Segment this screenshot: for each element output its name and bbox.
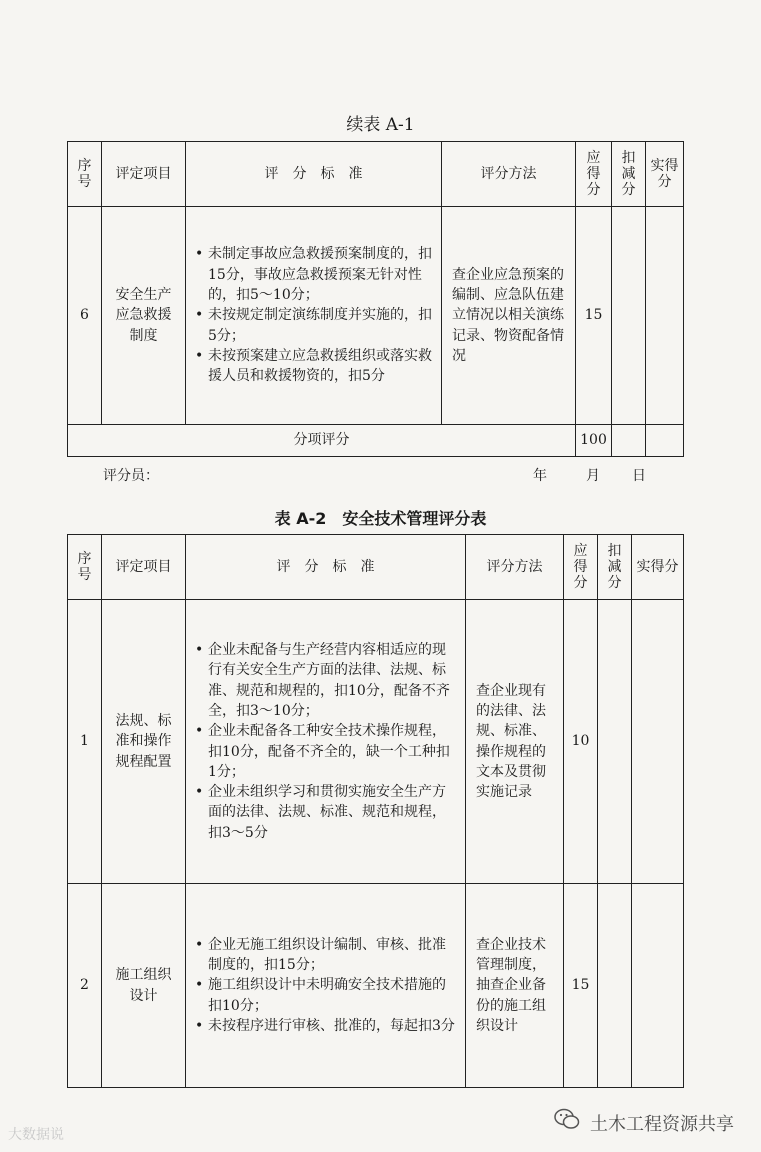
row-no: 6	[68, 207, 102, 425]
criteria-item: • 未按规定制定演练制度并实施的，扣5分；	[194, 305, 433, 346]
criteria-item: • 企业无施工组织设计编制、审核、批准制度的，扣15分；	[194, 935, 457, 976]
header-due: 应得分	[576, 142, 612, 207]
row-item: 法规、标准和操作规程配置	[102, 600, 186, 884]
criteria-item: • 未制定事故应急救援预案制度的，扣15分，事故应急救援预案无针对性的，扣5～10分；	[194, 244, 433, 305]
table2	[67, 534, 684, 1088]
row-method: 查企业现有的法律、法规、标准、操作规程的文本及贯彻实施记录	[466, 600, 564, 884]
row-method: 查企业技术管理制度，抽查企业备份的施工组织设计	[466, 884, 564, 1088]
signature-row	[0, 465, 761, 487]
row-due: 15	[564, 884, 598, 1088]
table2-caption: 表 A-2 安全技术管理评分表	[274, 509, 487, 528]
criteria-item: • 企业未配备各工种安全技术操作规程，扣10分，配备不齐全的，缺一个工种扣1分；	[194, 721, 457, 782]
header-item: 评定项目	[102, 535, 186, 600]
header-criteria: 评 分 标 准	[186, 535, 466, 600]
signature-day: 日	[632, 468, 646, 484]
subtotal-actual	[646, 425, 684, 457]
row-actual	[632, 884, 684, 1088]
criteria-item: • 未按程序进行审核、批准的，每起扣3分	[194, 1016, 457, 1036]
subtotal-label: 分项评分	[68, 425, 576, 457]
header-item: 评定项目	[102, 142, 186, 207]
row-item: 安全生产应急救援制度	[102, 207, 186, 425]
table2-header-row	[68, 535, 684, 600]
row-criteria	[186, 207, 442, 425]
header-criteria: 评 分 标 准	[186, 142, 442, 207]
subtotal-row	[68, 425, 684, 457]
header-no: 序号	[68, 142, 102, 207]
signature-month: 月	[586, 468, 600, 484]
row-deduct	[598, 884, 632, 1088]
header-actual: 实得分	[646, 142, 684, 207]
table1-header-row	[68, 142, 684, 207]
header-no: 序号	[68, 535, 102, 600]
row-criteria	[186, 600, 466, 884]
criteria-item: • 企业未配备与生产经营内容相适应的现行有关安全生产方面的法律、法规、标准、规范和规程的，扣10分，配备不齐全，扣3～10分；	[194, 640, 457, 721]
criteria-item: • 未按预案建立应急救援组织或落实救援人员和救援物资的，扣5分	[194, 346, 433, 387]
header-method: 评分方法	[442, 142, 576, 207]
row-actual	[646, 207, 684, 425]
criteria-item: • 企业未组织学习和贯彻实施安全生产方面的法律、法规、标准、规范和规程，扣3～5分	[194, 782, 457, 843]
row-deduct	[598, 600, 632, 884]
row-no: 1	[68, 600, 102, 884]
header-due: 应得分	[564, 535, 598, 600]
wechat-icon	[554, 1107, 580, 1131]
header-deduct: 扣减分	[612, 142, 646, 207]
table1	[67, 141, 684, 457]
subtotal-deduct	[612, 425, 646, 457]
signature-label: 评分员：	[103, 468, 159, 484]
header-method: 评分方法	[466, 535, 564, 600]
header-deduct: 扣减分	[598, 535, 632, 600]
header-actual: 实得分	[632, 535, 684, 600]
row-deduct	[612, 207, 646, 425]
row-due: 15	[576, 207, 612, 425]
row-item: 施工组织设计	[102, 884, 186, 1088]
criteria-item: • 施工组织设计中未明确安全技术措施的扣10分；	[194, 975, 457, 1016]
row-actual	[632, 600, 684, 884]
row-method: 查企业应急预案的编制、应急队伍建立情况以相关演练记录、物资配备情况	[442, 207, 576, 425]
watermark-right: 土木工程资源共享	[590, 1114, 734, 1135]
table1-caption: 续表 A-1	[346, 115, 415, 135]
row-due: 10	[564, 600, 598, 884]
signature-year: 年	[533, 468, 547, 484]
watermark-left: 大数据说	[8, 1127, 64, 1143]
table-row	[68, 207, 684, 425]
row-no: 2	[68, 884, 102, 1088]
table-row	[68, 884, 684, 1088]
table-row	[68, 600, 684, 884]
subtotal-due: 100	[576, 425, 612, 457]
row-criteria	[186, 884, 466, 1088]
